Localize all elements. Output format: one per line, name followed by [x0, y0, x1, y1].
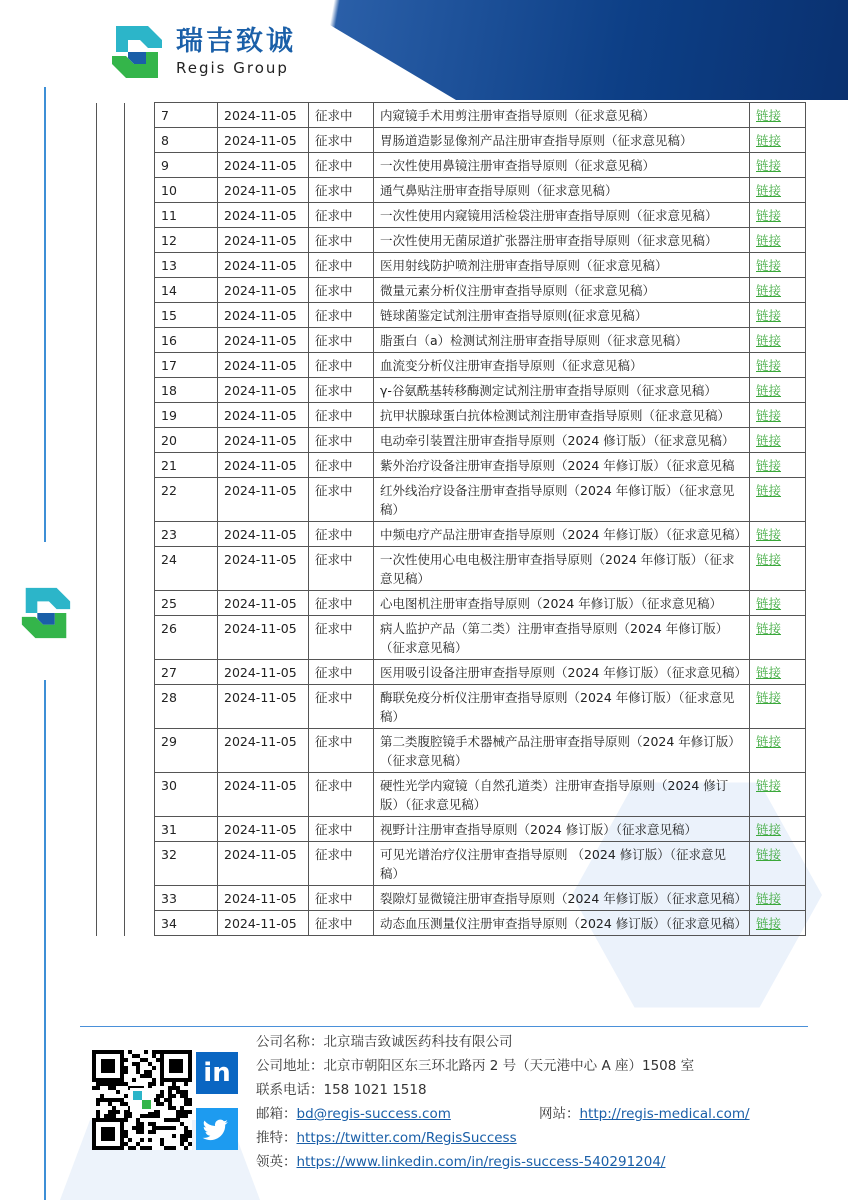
row-title: 医用射线防护喷剂注册审查指导原则（征求意见稿） — [374, 253, 750, 278]
row-title: 一次性使用无菌尿道扩张器注册审查指导原则（征求意见稿） — [374, 228, 750, 253]
guideline-table — [96, 102, 806, 936]
row-number: 28 — [155, 685, 218, 729]
empty-cell — [97, 660, 125, 685]
row-link-cell — [750, 911, 806, 936]
row-date: 2024-11-05 — [218, 178, 309, 203]
table-row — [97, 911, 806, 936]
empty-cell — [125, 328, 155, 353]
row-link-cell — [750, 228, 806, 253]
document-link[interactable]: 链接 — [756, 822, 782, 837]
row-status: 征求中 — [309, 911, 374, 936]
document-link[interactable]: 链接 — [756, 183, 782, 198]
row-link-cell — [750, 817, 806, 842]
row-link-cell — [750, 253, 806, 278]
table-row — [97, 886, 806, 911]
row-date: 2024-11-05 — [218, 842, 309, 886]
twitter-icon[interactable] — [196, 1108, 238, 1150]
table-row — [97, 303, 806, 328]
row-title: 链球菌鉴定试剂注册审查指导原则(征求意见稿） — [374, 303, 750, 328]
row-link-cell — [750, 353, 806, 378]
row-title: 视野计注册审查指导原则（2024 修订版）（征求意见稿） — [374, 817, 750, 842]
row-title: 医用吸引设备注册审查指导原则（2024 年修订版）（征求意见稿） — [374, 660, 750, 685]
row-date: 2024-11-05 — [218, 353, 309, 378]
row-number: 13 — [155, 253, 218, 278]
row-link-cell — [750, 660, 806, 685]
empty-cell — [97, 547, 125, 591]
empty-cell — [97, 478, 125, 522]
table-row — [97, 353, 806, 378]
row-date: 2024-11-05 — [218, 153, 309, 178]
linkedin-icon[interactable]: in — [196, 1052, 238, 1094]
website-row — [539, 1102, 750, 1126]
row-title: 电动牵引装置注册审查指导原则（2024 修订版）（征求意见稿） — [374, 428, 750, 453]
table-row — [97, 128, 806, 153]
row-link-cell — [750, 547, 806, 591]
row-title: 硬性光学内窥镜（自然孔道类）注册审查指导原则（2024 修订版）（征求意见稿） — [374, 773, 750, 817]
brand-logo — [108, 22, 296, 82]
table-row — [97, 428, 806, 453]
row-title: 脂蛋白（a）检测试剂注册审查指导原则（征求意见稿） — [374, 328, 750, 353]
row-title: 一次性使用鼻镜注册审查指导原则（征求意见稿） — [374, 153, 750, 178]
row-title: 抗甲状腺球蛋白抗体检测试剂注册审查指导原则（征求意见稿） — [374, 403, 750, 428]
row-date: 2024-11-05 — [218, 886, 309, 911]
row-date: 2024-11-05 — [218, 403, 309, 428]
empty-cell — [97, 729, 125, 773]
row-number: 7 — [155, 103, 218, 128]
row-status: 征求中 — [309, 729, 374, 773]
empty-cell — [125, 253, 155, 278]
row-status: 征求中 — [309, 817, 374, 842]
empty-cell — [97, 911, 125, 936]
row-title: 内窥镜手术用剪注册审查指导原则（征求意见稿） — [374, 103, 750, 128]
empty-cell — [97, 278, 125, 303]
row-status: 征求中 — [309, 773, 374, 817]
row-date: 2024-11-05 — [218, 685, 309, 729]
document-link[interactable]: 链接 — [756, 333, 782, 348]
empty-cell — [125, 685, 155, 729]
document-link[interactable]: 链接 — [756, 358, 782, 373]
row-status: 征求中 — [309, 522, 374, 547]
row-link-cell — [750, 203, 806, 228]
linkedin-link[interactable]: https://www.linkedin.com/in/regis-success-540291204/ — [296, 1154, 666, 1170]
row-number: 27 — [155, 660, 218, 685]
row-link-cell — [750, 103, 806, 128]
row-title: 病人监护产品（第二类）注册审查指导原则（2024 年修订版）（征求意见稿） — [374, 616, 750, 660]
row-number: 8 — [155, 128, 218, 153]
document-link[interactable]: 链接 — [756, 596, 782, 611]
empty-cell — [125, 817, 155, 842]
document-link[interactable]: 链接 — [756, 133, 782, 148]
brand-name-cn: 瑞吉致诚 — [176, 26, 296, 57]
document-link[interactable]: 链接 — [756, 408, 782, 423]
row-number: 12 — [155, 228, 218, 253]
table-row — [97, 591, 806, 616]
empty-cell — [125, 660, 155, 685]
row-number: 10 — [155, 178, 218, 203]
document-link[interactable]: 链接 — [756, 891, 782, 906]
table-row — [97, 403, 806, 428]
row-date: 2024-11-05 — [218, 547, 309, 591]
empty-cell — [97, 886, 125, 911]
empty-cell — [125, 278, 155, 303]
row-title: 紫外治疗设备注册审查指导原则（2024 年修订版）（征求意见稿 — [374, 453, 750, 478]
document-link[interactable]: 链接 — [756, 483, 782, 498]
table-row — [97, 253, 806, 278]
table-row — [97, 685, 806, 729]
empty-cell — [125, 353, 155, 378]
row-number: 17 — [155, 353, 218, 378]
empty-cell — [97, 353, 125, 378]
row-status: 征求中 — [309, 591, 374, 616]
row-number: 26 — [155, 616, 218, 660]
document-link[interactable]: 链接 — [756, 308, 782, 323]
table-row — [97, 328, 806, 353]
row-link-cell — [750, 453, 806, 478]
row-link-cell — [750, 303, 806, 328]
row-number: 20 — [155, 428, 218, 453]
table-row — [97, 660, 806, 685]
row-link-cell — [750, 478, 806, 522]
row-date: 2024-11-05 — [218, 103, 309, 128]
document-link[interactable]: 链接 — [756, 621, 782, 636]
qr-code-icon — [92, 1050, 192, 1150]
empty-cell — [97, 178, 125, 203]
empty-cell — [97, 328, 125, 353]
row-link-cell — [750, 178, 806, 203]
side-rule-bottom — [44, 680, 46, 1200]
empty-cell — [125, 103, 155, 128]
row-status: 征求中 — [309, 685, 374, 729]
row-status: 征求中 — [309, 886, 374, 911]
row-number: 21 — [155, 453, 218, 478]
twitter-link[interactable]: https://twitter.com/RegisSuccess — [296, 1130, 517, 1146]
row-title: 一次性使用内窥镜用活检袋注册审查指导原则（征求意见稿） — [374, 203, 750, 228]
twitter-label: 推特： — [256, 1130, 297, 1146]
row-title: 红外线治疗设备注册审查指导原则（2024 年修订版）（征求意见稿） — [374, 478, 750, 522]
table-row — [97, 278, 806, 303]
brand-name-en: Regis Group — [176, 59, 289, 77]
row-link-cell — [750, 403, 806, 428]
regis-logo-icon — [18, 584, 74, 642]
twitter-row — [256, 1126, 694, 1150]
empty-cell — [97, 591, 125, 616]
document-link[interactable]: 链接 — [756, 208, 782, 223]
empty-cell — [97, 522, 125, 547]
row-number: 16 — [155, 328, 218, 353]
empty-cell — [125, 911, 155, 936]
document-link[interactable]: 链接 — [756, 433, 782, 448]
email-link[interactable]: bd@regis-success.com — [296, 1106, 451, 1122]
row-link-cell — [750, 328, 806, 353]
row-status: 征求中 — [309, 228, 374, 253]
row-link-cell — [750, 685, 806, 729]
row-title: 裂隙灯显微镜注册审查指导原则（2024 年修订版）（征求意见稿） — [374, 886, 750, 911]
table-row — [97, 378, 806, 403]
row-link-cell — [750, 886, 806, 911]
row-link-cell — [750, 591, 806, 616]
table-row — [97, 478, 806, 522]
row-status: 征求中 — [309, 547, 374, 591]
company-address: 公司地址：北京市朝阳区东三环北路丙 2 号（天元港中心 A 座）1508 室 — [256, 1058, 695, 1074]
linkedin-row — [256, 1150, 694, 1174]
empty-cell — [125, 228, 155, 253]
empty-cell — [125, 886, 155, 911]
row-date: 2024-11-05 — [218, 253, 309, 278]
row-number: 33 — [155, 886, 218, 911]
document-link[interactable]: 链接 — [756, 527, 782, 542]
empty-cell — [97, 817, 125, 842]
row-date: 2024-11-05 — [218, 729, 309, 773]
row-number: 14 — [155, 278, 218, 303]
row-status: 征求中 — [309, 403, 374, 428]
company-phone: 联系电话：158 1021 1518 — [256, 1082, 427, 1098]
row-date: 2024-11-05 — [218, 428, 309, 453]
empty-cell — [125, 153, 155, 178]
empty-cell — [125, 128, 155, 153]
empty-cell — [125, 478, 155, 522]
row-date: 2024-11-05 — [218, 303, 309, 328]
empty-cell — [125, 453, 155, 478]
row-number: 29 — [155, 729, 218, 773]
empty-cell — [97, 153, 125, 178]
empty-cell — [97, 378, 125, 403]
row-title: 一次性使用心电电极注册审查指导原则（2024 年修订版）（征求意见稿） — [374, 547, 750, 591]
document-link[interactable]: 链接 — [756, 383, 782, 398]
empty-cell — [97, 453, 125, 478]
row-status: 征求中 — [309, 253, 374, 278]
row-number: 18 — [155, 378, 218, 403]
empty-cell — [125, 178, 155, 203]
row-title: 酶联免疫分析仪注册审查指导原则（2024 年修订版）（征求意见稿） — [374, 685, 750, 729]
table-row — [97, 178, 806, 203]
row-number: 19 — [155, 403, 218, 428]
empty-cell — [97, 842, 125, 886]
row-status: 征求中 — [309, 378, 374, 403]
row-number: 22 — [155, 478, 218, 522]
row-status: 征求中 — [309, 203, 374, 228]
empty-cell — [125, 591, 155, 616]
row-status: 征求中 — [309, 453, 374, 478]
row-date: 2024-11-05 — [218, 453, 309, 478]
table-row — [97, 228, 806, 253]
table-row — [97, 773, 806, 817]
email-label: 邮箱： — [256, 1106, 297, 1122]
row-title: 可见光谱治疗仪注册审查指导原则 （2024 修订版）（征求意见稿） — [374, 842, 750, 886]
row-number: 24 — [155, 547, 218, 591]
linkedin-label: 领英： — [256, 1154, 297, 1170]
table-row — [97, 522, 806, 547]
row-date: 2024-11-05 — [218, 378, 309, 403]
table-row — [97, 203, 806, 228]
row-date: 2024-11-05 — [218, 616, 309, 660]
row-title: 胃肠道造影显像剂产品注册审查指导原则（征求意见稿） — [374, 128, 750, 153]
row-link-cell — [750, 278, 806, 303]
empty-cell — [97, 228, 125, 253]
document-link[interactable]: 链接 — [756, 734, 782, 749]
row-date: 2024-11-05 — [218, 128, 309, 153]
row-link-cell — [750, 522, 806, 547]
row-title: 中频电疗产品注册审查指导原则（2024 年修订版）（征求意见稿） — [374, 522, 750, 547]
row-status: 征求中 — [309, 428, 374, 453]
website-label: 网站： — [539, 1106, 580, 1122]
row-number: 30 — [155, 773, 218, 817]
empty-cell — [125, 616, 155, 660]
row-number: 9 — [155, 153, 218, 178]
empty-cell — [125, 729, 155, 773]
empty-cell — [97, 685, 125, 729]
row-date: 2024-11-05 — [218, 773, 309, 817]
row-link-cell — [750, 616, 806, 660]
empty-cell — [97, 403, 125, 428]
row-number: 15 — [155, 303, 218, 328]
regis-logo-icon — [108, 22, 166, 82]
table-row — [97, 153, 806, 178]
empty-cell — [97, 428, 125, 453]
row-link-cell — [750, 128, 806, 153]
row-status: 征求中 — [309, 278, 374, 303]
row-date: 2024-11-05 — [218, 228, 309, 253]
document-link[interactable]: 链接 — [756, 283, 782, 298]
empty-cell — [125, 547, 155, 591]
row-number: 11 — [155, 203, 218, 228]
document-link[interactable]: 链接 — [756, 158, 782, 173]
row-link-cell — [750, 378, 806, 403]
empty-cell — [97, 253, 125, 278]
row-status: 征求中 — [309, 353, 374, 378]
table-row — [97, 729, 806, 773]
empty-cell — [125, 303, 155, 328]
row-status: 征求中 — [309, 660, 374, 685]
empty-cell — [125, 842, 155, 886]
row-title: 血流变分析仪注册审查指导原则（征求意见稿） — [374, 353, 750, 378]
row-number: 32 — [155, 842, 218, 886]
row-number: 31 — [155, 817, 218, 842]
email-row — [256, 1102, 750, 1126]
row-date: 2024-11-05 — [218, 203, 309, 228]
row-status: 征求中 — [309, 178, 374, 203]
row-number: 34 — [155, 911, 218, 936]
table-row — [97, 103, 806, 128]
row-status: 征求中 — [309, 842, 374, 886]
row-title: 动态血压测量仪注册审查指导原则（2024 修订版）（征求意见稿） — [374, 911, 750, 936]
empty-cell — [97, 616, 125, 660]
side-rule-top — [44, 87, 46, 542]
empty-cell — [125, 773, 155, 817]
document-link[interactable]: 链接 — [756, 665, 782, 680]
row-status: 征求中 — [309, 616, 374, 660]
row-status: 征求中 — [309, 128, 374, 153]
row-status: 征求中 — [309, 153, 374, 178]
document-link[interactable]: 链接 — [756, 778, 782, 793]
document-link[interactable]: 链接 — [756, 690, 782, 705]
row-link-cell — [750, 428, 806, 453]
row-title: 通气鼻贴注册审查指导原则（征求意见稿） — [374, 178, 750, 203]
document-link[interactable]: 链接 — [756, 108, 782, 123]
document-link[interactable]: 链接 — [756, 552, 782, 567]
table-row — [97, 616, 806, 660]
row-status: 征求中 — [309, 303, 374, 328]
company-name: 公司名称：北京瑞吉致诚医药科技有限公司 — [256, 1034, 513, 1050]
row-status: 征求中 — [309, 103, 374, 128]
header-banner — [288, 0, 848, 100]
row-date: 2024-11-05 — [218, 522, 309, 547]
empty-cell — [97, 103, 125, 128]
document-link[interactable]: 链接 — [756, 916, 782, 931]
row-number: 23 — [155, 522, 218, 547]
row-date: 2024-11-05 — [218, 328, 309, 353]
document-link[interactable]: 链接 — [756, 258, 782, 273]
row-date: 2024-11-05 — [218, 817, 309, 842]
footer-divider — [80, 1026, 808, 1027]
row-status: 征求中 — [309, 478, 374, 522]
document-link[interactable]: 链接 — [756, 847, 782, 862]
row-title: 心电图机注册审查指导原则（2024 年修订版）（征求意见稿） — [374, 591, 750, 616]
table-row — [97, 842, 806, 886]
empty-cell — [97, 203, 125, 228]
row-link-cell — [750, 729, 806, 773]
empty-cell — [97, 128, 125, 153]
table-row — [97, 817, 806, 842]
document-link[interactable]: 链接 — [756, 233, 782, 248]
empty-cell — [125, 428, 155, 453]
row-date: 2024-11-05 — [218, 660, 309, 685]
row-number: 25 — [155, 591, 218, 616]
row-link-cell — [750, 842, 806, 886]
empty-cell — [125, 403, 155, 428]
website-link[interactable]: http://regis-medical.com/ — [579, 1106, 750, 1122]
empty-cell — [97, 773, 125, 817]
row-title: 微量元素分析仪注册审查指导原则（征求意见稿） — [374, 278, 750, 303]
row-date: 2024-11-05 — [218, 591, 309, 616]
empty-cell — [125, 378, 155, 403]
table-row — [97, 547, 806, 591]
row-title: 第二类腹腔镜手术器械产品注册审查指导原则（2024 年修订版）（征求意见稿） — [374, 729, 750, 773]
row-title: γ-谷氨酰基转移酶测定试剂注册审查指导原则（征求意见稿） — [374, 378, 750, 403]
empty-cell — [97, 303, 125, 328]
row-link-cell — [750, 153, 806, 178]
row-date: 2024-11-05 — [218, 278, 309, 303]
table-row — [97, 453, 806, 478]
row-link-cell — [750, 773, 806, 817]
company-info — [256, 1030, 750, 1174]
row-date: 2024-11-05 — [218, 911, 309, 936]
row-status: 征求中 — [309, 328, 374, 353]
empty-cell — [125, 203, 155, 228]
row-date: 2024-11-05 — [218, 478, 309, 522]
document-link[interactable]: 链接 — [756, 458, 782, 473]
empty-cell — [125, 522, 155, 547]
